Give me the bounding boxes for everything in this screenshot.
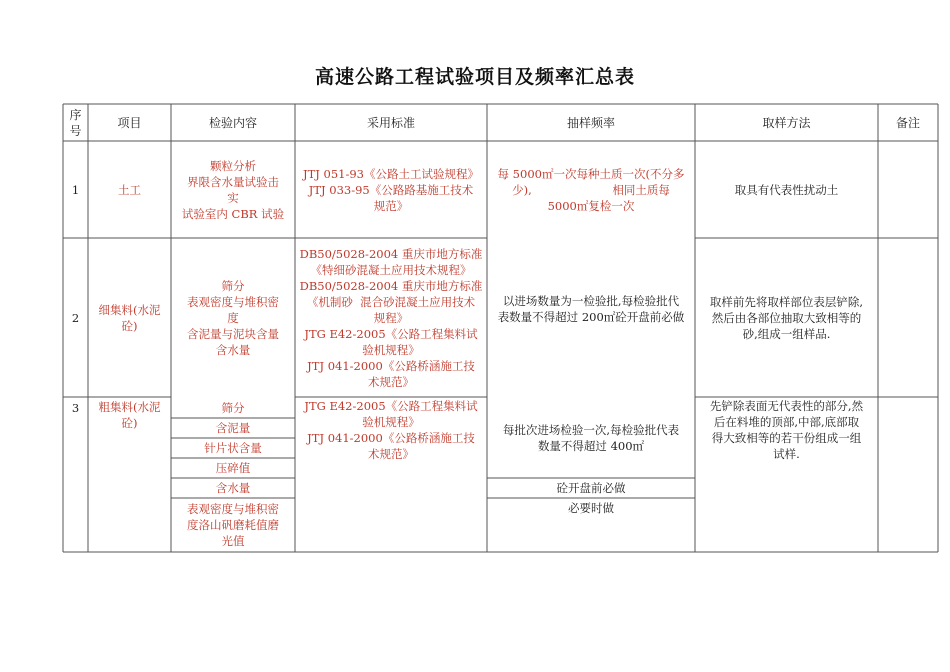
header-seq [63, 104, 88, 141]
row1-frequency [487, 141, 695, 238]
row1-content [171, 141, 295, 238]
row1-frequency-line: 每 5000㎡一次每种土质一次(不分多 [497, 166, 685, 181]
row1-standard-line: JTJ 051-93《公路土工试验规程》 [302, 166, 479, 181]
row2-standard-line: DB50/5028-2004 重庆市地方标准 [299, 246, 483, 261]
row1-content-line: 实 [227, 190, 239, 205]
header-content: 检验内容 [208, 115, 257, 130]
row3-content-sieve: 筛分 [221, 400, 245, 415]
row1-standard-line: JTJ 033-95《公路路基施工技术 [308, 182, 474, 197]
row1-item [88, 141, 171, 238]
row1-item-text: 土工 [118, 182, 141, 197]
row3-standard-line: 验机规程》 [362, 415, 420, 429]
header-remark: 备注 [895, 115, 920, 130]
row1-content-line: 界限含水量试验击 [187, 174, 279, 189]
row3-content-flaky: 针片状含量 [204, 441, 262, 455]
header-seq-line1: 序 [69, 107, 82, 122]
header-item: 项目 [117, 115, 142, 130]
row2-method-line: 取样前先将取样部位表层铲除, [709, 294, 864, 309]
row2-content-line: 表观密度与堆积密 [187, 294, 279, 309]
row3-item-line: 粗集料(水泥 [98, 400, 161, 414]
row2-content-line: 筛分 [221, 278, 245, 293]
header-seq-line2: 号 [69, 123, 82, 138]
row2-standard-line: DB50/5028-2004 重庆市地方标准 [299, 278, 483, 293]
row3-method-line: 后在料堆的顶部,中部,底部取 [713, 415, 860, 429]
row2-item-line: 砼) [121, 318, 138, 333]
row3-method [695, 397, 878, 469]
row3-content-density [171, 498, 295, 552]
row2-content-line: 含泥量与泥块含量 [187, 326, 279, 341]
row2-standard-line: 规程》 [373, 310, 409, 325]
row2-standard-line: JTJ 041-2000《公路桥涵施工技 [307, 358, 475, 373]
row3-seq: 3 [71, 401, 80, 415]
row2-content-line: 含水量 [215, 342, 251, 357]
row3-content-density-line: 度洛山矾磨耗值磨 [187, 518, 279, 532]
row2-item-line: 细集料(水泥 [98, 302, 161, 317]
header-frequency: 抽样频率 [566, 115, 615, 130]
row3-frequency [487, 410, 695, 466]
row1-standard-line: 规范》 [373, 198, 409, 213]
row3-frequency-before-pour: 砼开盘前必做 [556, 481, 626, 495]
row2-item [88, 238, 171, 397]
row3-standard-line: 术规范》 [368, 447, 414, 461]
row2-content [171, 238, 295, 397]
header-standard: 采用标准 [366, 115, 415, 130]
row3-method-line: 先铲除表面无代表性的部分,然 [709, 399, 864, 413]
row3-content-density-line: 光值 [221, 534, 245, 548]
row3-standard-line: JTG E42-2005《公路工程集料试 [304, 399, 478, 413]
row2-content-line: 度 [227, 310, 239, 325]
row2-method [695, 238, 878, 397]
row3-content-water: 含水量 [215, 481, 251, 495]
row3-item [88, 397, 171, 437]
row1-content-line: 试验室内 CBR 试验 [181, 206, 285, 221]
row3-content-crush: 压碎值 [215, 461, 251, 475]
row1-frequency-line: 少), 相同土质每 [512, 182, 670, 197]
row3-method-line: 试样. [773, 447, 800, 461]
row2-frequency-line: 表数量不得超过 200㎡砼开盘前必做 [497, 310, 685, 324]
row2-frequency-line: 以进场数量为一检验批,每检验批代 [502, 294, 680, 308]
row2-standard-line: 《特细砂混凝土应用技术规程》 [310, 262, 472, 277]
row3-frequency-line: 数量不得超过 400㎡ [537, 439, 645, 453]
row2-standard-line: JTG E42-2005《公路工程集料试 [304, 326, 478, 341]
document-title: 高速公路工程试验项目及频率汇总表 [314, 66, 635, 88]
row1-method-text: 取具有代表性扰动土 [734, 182, 839, 197]
row1-standard [295, 141, 487, 238]
row3-content-density-line: 表观密度与堆积密 [187, 502, 279, 516]
header-method: 取样方法 [762, 115, 811, 130]
row1-frequency-line: 5000㎡复检一次 [547, 198, 635, 213]
row3-frequency-line: 每批次进场检验一次,每检验批代表 [502, 423, 680, 437]
row3-standard-line: JTJ 041-2000《公路桥涵施工技 [307, 431, 475, 445]
row2-standard-line: 验机规程》 [362, 342, 420, 357]
row3-frequency-when-needed: 必要时做 [568, 501, 614, 515]
row2-standard-line: 术规范》 [368, 374, 414, 389]
row2-standard-line: 《机制砂 混合砂混凝土应用技术 [306, 294, 476, 309]
row2-method-line: 然后由各部位抽取大致相等的 [711, 310, 862, 325]
row1-seq: 1 [71, 182, 80, 197]
row2-standard [295, 238, 487, 397]
row3-content-mud: 含泥量 [215, 421, 251, 435]
row1-content-line: 颗粒分析 [210, 158, 256, 173]
row3-method-line: 得大致相等的若干份组成一组 [711, 431, 862, 445]
row3-item-line: 砼) [121, 416, 138, 430]
row1-method [695, 141, 878, 238]
row3-standard [295, 397, 487, 471]
row2-seq: 2 [71, 310, 80, 325]
row2-method-line: 砂,组成一组样品. [742, 326, 831, 341]
